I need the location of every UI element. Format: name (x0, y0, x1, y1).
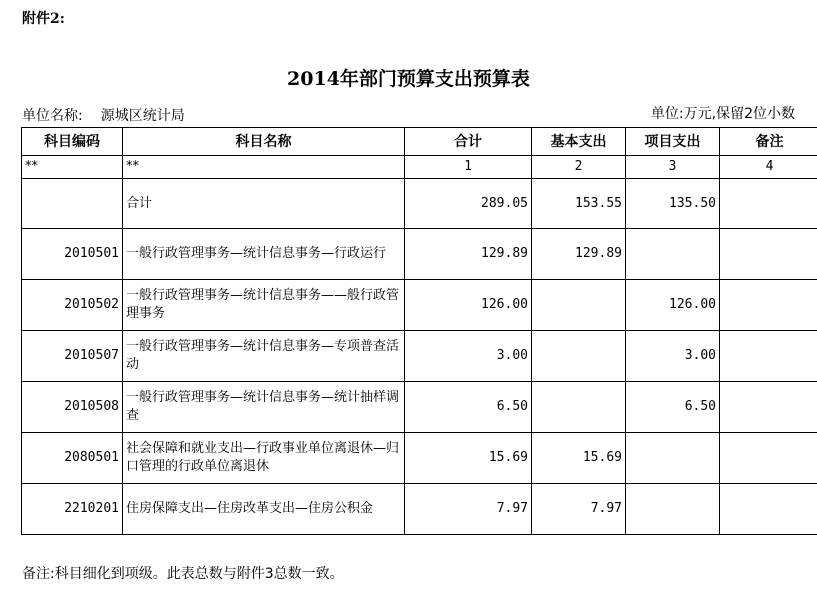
total-cell: 3.00 (405, 331, 532, 382)
note-cell (720, 331, 817, 382)
note-cell (720, 229, 817, 280)
name-cell: 合计 (123, 179, 405, 229)
project-cell: 3.00 (626, 331, 720, 382)
total-cell: 6.50 (405, 382, 532, 433)
basic-cell: 153.55 (532, 179, 626, 229)
code-cell: 2010501 (22, 229, 123, 280)
index-cell: ** (123, 156, 405, 179)
code-cell: 2210201 (22, 484, 123, 535)
total-row (22, 179, 817, 229)
basic-cell (532, 280, 626, 331)
budget-table (21, 127, 817, 535)
basic-cell: 129.89 (532, 229, 626, 280)
note-cell (720, 280, 817, 331)
header-project: 项目支出 (626, 128, 720, 156)
index-cell: ** (22, 156, 123, 179)
name-cell: 一般行政管理事务—统计信息事务——般行政管理事务 (123, 280, 405, 331)
basic-cell (532, 382, 626, 433)
unit-note: 单位:万元,保留2位小数 (650, 106, 795, 122)
name-cell: 一般行政管理事务—统计信息事务—统计抽样调查 (123, 382, 405, 433)
index-cell: 2 (532, 156, 626, 179)
note-cell (720, 179, 817, 229)
basic-cell: 15.69 (532, 433, 626, 484)
table-row (22, 382, 817, 433)
unit-name-value: 源城区统计局 (100, 108, 185, 124)
index-cell: 1 (405, 156, 532, 179)
project-cell: 6.50 (626, 382, 720, 433)
table-row (22, 229, 817, 280)
table-row (22, 331, 817, 382)
note-cell (720, 382, 817, 433)
total-cell: 7.97 (405, 484, 532, 535)
name-cell: 一般行政管理事务—统计信息事务—行政运行 (123, 229, 405, 280)
header-name: 科目名称 (123, 128, 405, 156)
total-cell: 289.05 (405, 179, 532, 229)
note-cell (720, 433, 817, 484)
index-cell: 4 (720, 156, 817, 179)
project-cell (626, 229, 720, 280)
code-cell (22, 179, 123, 229)
project-cell (626, 433, 720, 484)
attachment-label: 附件2: (22, 11, 65, 27)
header-note: 备注 (720, 128, 817, 156)
code-cell: 2010507 (22, 331, 123, 382)
header-basic: 基本支出 (532, 128, 626, 156)
name-cell: 住房保障支出—住房改革支出—住房公积金 (123, 484, 405, 535)
project-cell: 126.00 (626, 280, 720, 331)
basic-cell (532, 331, 626, 382)
basic-cell: 7.97 (532, 484, 626, 535)
note-cell (720, 484, 817, 535)
index-row (22, 156, 817, 179)
code-cell: 2010502 (22, 280, 123, 331)
code-cell: 2010508 (22, 382, 123, 433)
footnote: 备注:科目细化到项级。此表总数与附件3总数一致。 (22, 566, 344, 582)
total-cell: 129.89 (405, 229, 532, 280)
project-cell: 135.50 (626, 179, 720, 229)
unit-name (22, 105, 185, 125)
project-cell (626, 484, 720, 535)
index-cell: 3 (626, 156, 720, 179)
name-cell: 社会保障和就业支出—行政事业单位离退休—归口管理的行政单位离退休 (123, 433, 405, 484)
page-title: 2014年部门预算支出预算表 (287, 68, 530, 90)
name-cell: 一般行政管理事务—统计信息事务—专项普查活动 (123, 331, 405, 382)
unit-name-label: 单位名称: (22, 108, 83, 124)
total-cell: 15.69 (405, 433, 532, 484)
table-row (22, 280, 817, 331)
table-row (22, 484, 817, 535)
header-row (22, 128, 817, 156)
header-total: 合计 (405, 128, 532, 156)
header-code: 科目编码 (22, 128, 123, 156)
total-cell: 126.00 (405, 280, 532, 331)
code-cell: 2080501 (22, 433, 123, 484)
table-row (22, 433, 817, 484)
